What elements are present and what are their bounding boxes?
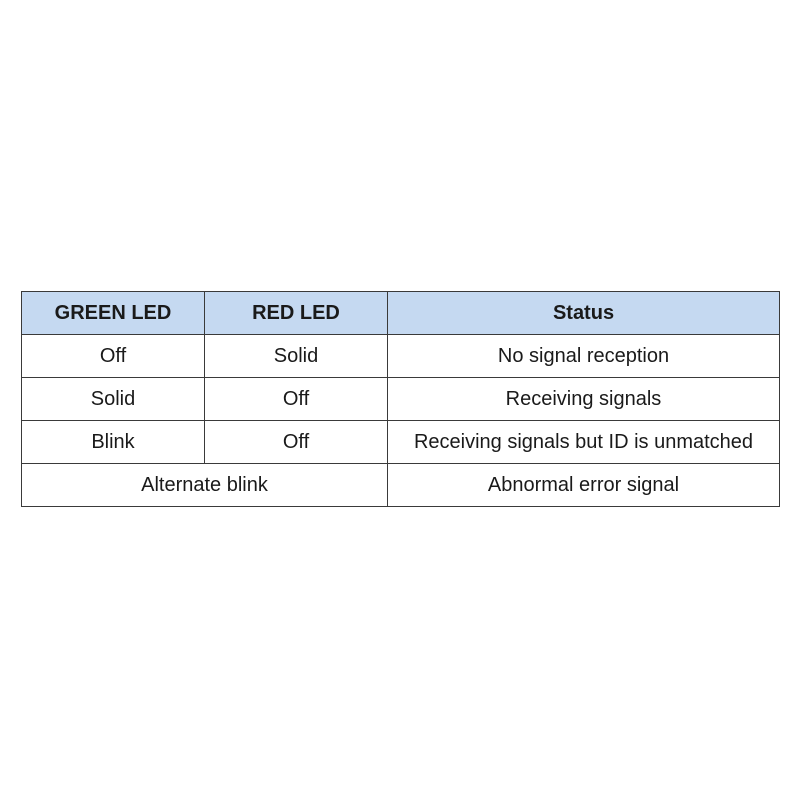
- green-led-cell: Solid: [22, 378, 205, 421]
- status-cell: Receiving signals but ID is unmatched: [388, 421, 780, 464]
- table-row: [22, 378, 780, 421]
- led-status-table: [21, 291, 780, 507]
- header-green-led: GREEN LED: [22, 292, 205, 335]
- header-status: Status: [388, 292, 780, 335]
- table-row: [22, 421, 780, 464]
- status-cell: No signal reception: [388, 335, 780, 378]
- table-header-row: [22, 292, 780, 335]
- red-led-cell: Solid: [205, 335, 388, 378]
- header-red-led: RED LED: [205, 292, 388, 335]
- status-cell: Abnormal error signal: [388, 464, 780, 507]
- red-led-cell: Off: [205, 378, 388, 421]
- green-led-cell: Blink: [22, 421, 205, 464]
- table-row-merged: [22, 464, 780, 507]
- table-row: [22, 335, 780, 378]
- merged-led-cell: Alternate blink: [22, 464, 388, 507]
- status-cell: Receiving signals: [388, 378, 780, 421]
- green-led-cell: Off: [22, 335, 205, 378]
- red-led-cell: Off: [205, 421, 388, 464]
